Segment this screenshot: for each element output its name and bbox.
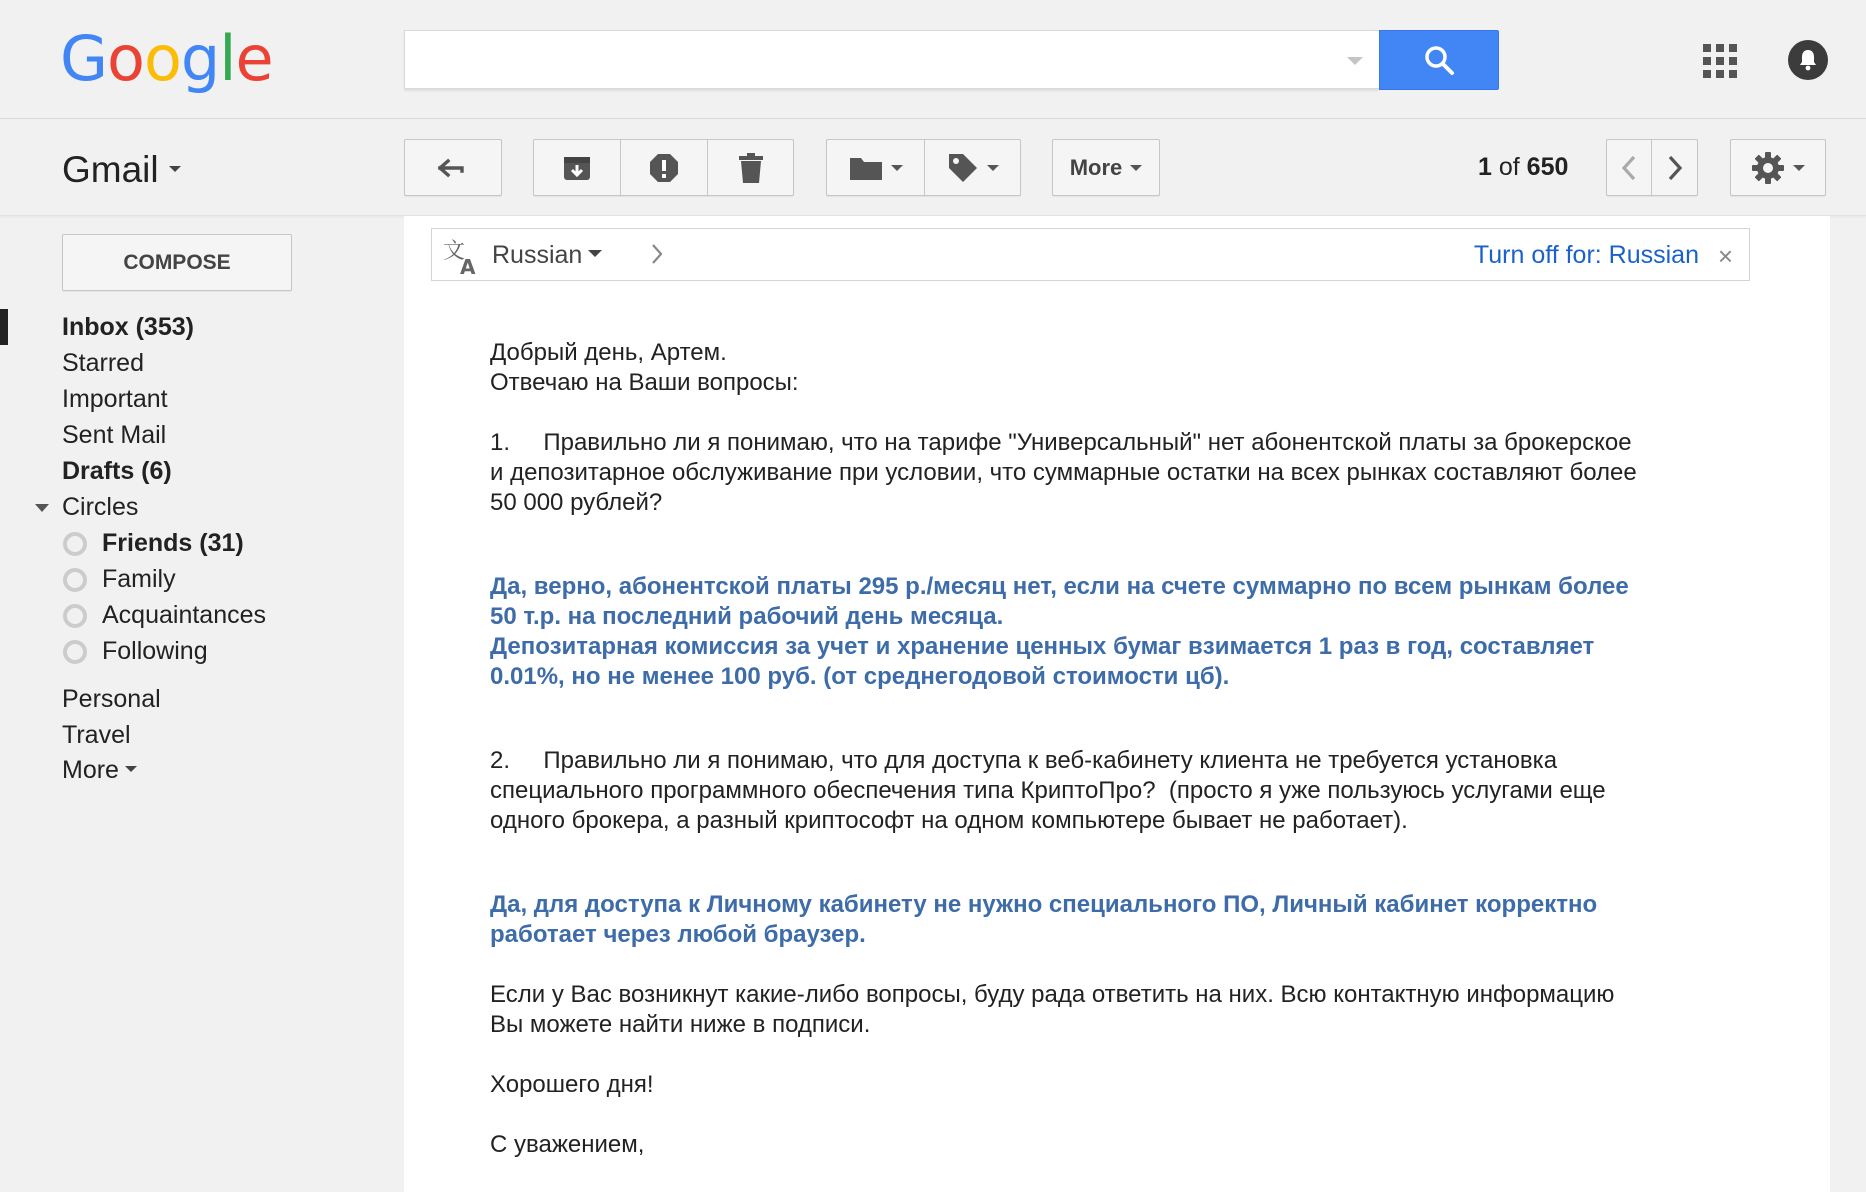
chevron-right-icon	[1667, 155, 1683, 181]
google-logo[interactable]	[60, 22, 273, 96]
older-button[interactable]	[1652, 140, 1697, 195]
back-button[interactable]	[405, 140, 501, 195]
chevron-down-icon	[1130, 165, 1142, 171]
sidebar-item-inbox[interactable]	[62, 312, 194, 342]
back-group	[404, 139, 502, 196]
email-paragraph: Если у Вас возникнут какие-либо вопросы, буду рада ответить на них. Всю контактную информацию Вы можете найти ниже в подписи.	[490, 981, 1615, 1038]
gmail-label: Gmail	[62, 149, 159, 190]
translate-icon	[442, 236, 482, 276]
chevron-down-icon	[125, 766, 137, 772]
settings-button[interactable]	[1731, 140, 1825, 195]
pagination-total: 650	[1526, 153, 1569, 181]
notifications-bell-icon[interactable]	[1788, 40, 1828, 80]
chevron-down-icon	[987, 165, 999, 171]
search-button[interactable]	[1379, 30, 1499, 90]
close-icon[interactable]: ×	[1717, 241, 1733, 271]
email-paragraph: Хорошего дня!	[490, 1071, 654, 1098]
sidebar-item-label: Travel	[62, 721, 131, 749]
action-toolbar	[0, 120, 1866, 216]
sidebar-item-label: Drafts (6)	[62, 457, 172, 485]
sidebar-item-following[interactable]	[102, 636, 208, 666]
chevron-down-icon	[891, 165, 903, 171]
pagination-of: of	[1498, 153, 1520, 181]
pagination-count	[1478, 152, 1568, 182]
sidebar-item-label: Following	[102, 637, 208, 665]
logo-letter: o	[107, 22, 144, 95]
settings-group	[1730, 139, 1826, 196]
circle-dot-icon	[63, 568, 87, 592]
sidebar-item-label: Friends (31)	[102, 529, 244, 557]
sidebar-item-starred[interactable]	[62, 348, 144, 378]
chevron-right-icon[interactable]	[650, 242, 664, 266]
sidebar-item-personal[interactable]	[62, 684, 161, 714]
translate-bar	[431, 228, 1750, 281]
email-paragraph: Добрый день, Артем. Отвечаю на Ваши вопросы:	[490, 339, 799, 396]
search-box[interactable]	[404, 30, 1379, 89]
svg-text:文: 文	[443, 239, 466, 264]
sidebar-item-travel[interactable]	[62, 720, 131, 750]
sidebar-item-more[interactable]	[62, 755, 137, 785]
move-to-button[interactable]	[827, 140, 925, 195]
sidebar-item-label: Inbox (353)	[62, 313, 194, 341]
sidebar-item-label: Circles	[62, 493, 139, 521]
pager-nav-group	[1606, 139, 1698, 196]
search-input[interactable]	[405, 31, 1379, 88]
sidebar-item-circles[interactable]	[62, 492, 138, 522]
report-spam-icon	[648, 152, 680, 184]
circles-expand-toggle-icon[interactable]	[35, 504, 49, 512]
logo-letter: l	[219, 22, 236, 95]
labels-button[interactable]	[925, 140, 1020, 195]
delete-button[interactable]	[708, 140, 793, 195]
sidebar-item-important[interactable]	[62, 384, 168, 414]
report-spam-button[interactable]	[621, 140, 708, 195]
more-actions-button[interactable]	[1053, 140, 1159, 195]
back-arrow-icon	[438, 158, 468, 178]
chevron-left-icon	[1621, 155, 1637, 181]
email-answer-paragraph: Да, для доступа к Личному кабинету не нужно специального ПО, Личный кабинет корректно работает через любой браузер.	[490, 891, 1598, 948]
sidebar-item-label: Acquaintances	[102, 601, 267, 629]
sidebar-item-label: More	[62, 756, 119, 784]
label-tag-icon	[947, 152, 979, 184]
more-actions-label: More	[1069, 154, 1123, 180]
trash-icon	[738, 152, 764, 184]
compose-button[interactable]: COMPOSE	[62, 234, 292, 291]
archive-icon	[562, 154, 592, 182]
logo-letter: e	[235, 22, 273, 95]
bell-icon	[1798, 49, 1818, 71]
gmail-app-switcher[interactable]	[62, 148, 181, 192]
sidebar-item-label: Personal	[62, 685, 161, 713]
top-bar	[0, 0, 1866, 119]
pagination-current: 1	[1478, 153, 1492, 181]
sidebar-item-label: Sent Mail	[62, 421, 167, 449]
email-body	[490, 338, 1760, 1160]
newer-button[interactable]	[1607, 140, 1652, 195]
email-paragraph: 2. Правильно ли я понимаю, что для доступа к веб-кабинету клиента не требуется установка специального программного обеспечения типа КриптоПро? (просто я уже пользуюсь услугами еще одного брокера, а разный криптософт на одном компьютере бывает не работает).	[490, 747, 1606, 834]
source-language-label: Russian	[492, 241, 583, 269]
chevron-down-icon	[588, 250, 602, 257]
logo-letter: o	[143, 22, 181, 95]
sidebar-item-sent-mail[interactable]	[62, 420, 166, 450]
turn-off-translation-link[interactable]: Turn off for: Russian	[1473, 241, 1699, 269]
apps-grid-icon[interactable]	[1703, 44, 1737, 78]
email-paragraph: С уважением,	[490, 1131, 645, 1158]
circle-dot-icon	[63, 532, 87, 556]
email-answer-paragraph: Да, верно, абонентской платы 295 р./месяц нет, если на счете суммарно по всем рынкам более 50 т.р. на последний рабочий день месяца. Депозитарная комиссия за учет и хранение ценных бумаг взимается 1 раз в год, составляет 0.01%, но не менее 100 руб. (от среднегодовой стоимости цб).	[490, 573, 1629, 690]
sidebar-item-label: Starred	[62, 349, 144, 377]
logo-letter: g	[180, 22, 220, 95]
sidebar-item-acquaintances[interactable]	[102, 600, 266, 630]
sidebar-item-label: Important	[62, 385, 168, 413]
folder-icon	[849, 155, 883, 181]
circle-dot-icon	[63, 604, 87, 628]
message-actions-group	[533, 139, 794, 196]
sidebar-item-drafts[interactable]	[62, 456, 172, 486]
archive-button[interactable]	[534, 140, 621, 195]
gear-icon	[1751, 151, 1785, 185]
sidebar-item-friends[interactable]	[102, 528, 244, 558]
active-folder-indicator	[0, 309, 8, 345]
search-icon	[1423, 44, 1455, 76]
svg-text:A: A	[460, 255, 476, 276]
organize-group	[826, 139, 1021, 196]
source-language-select[interactable]	[492, 241, 602, 269]
email-paragraph: 1. Правильно ли я понимаю, что на тарифе "Универсальный" нет абонентской платы за брокерское и депозитарное обслуживание при условии, что суммарные остатки на всех рынках составляют более 50 000 рублей?	[490, 429, 1637, 516]
chevron-down-icon	[1793, 165, 1805, 171]
logo-letter: G	[60, 22, 108, 95]
search-options-caret-icon[interactable]	[1347, 57, 1363, 65]
sidebar-item-label: Family	[102, 565, 176, 593]
chevron-down-icon	[169, 166, 181, 172]
more-group	[1052, 139, 1160, 196]
sidebar-item-family[interactable]	[102, 564, 176, 594]
circle-dot-icon	[63, 640, 87, 664]
